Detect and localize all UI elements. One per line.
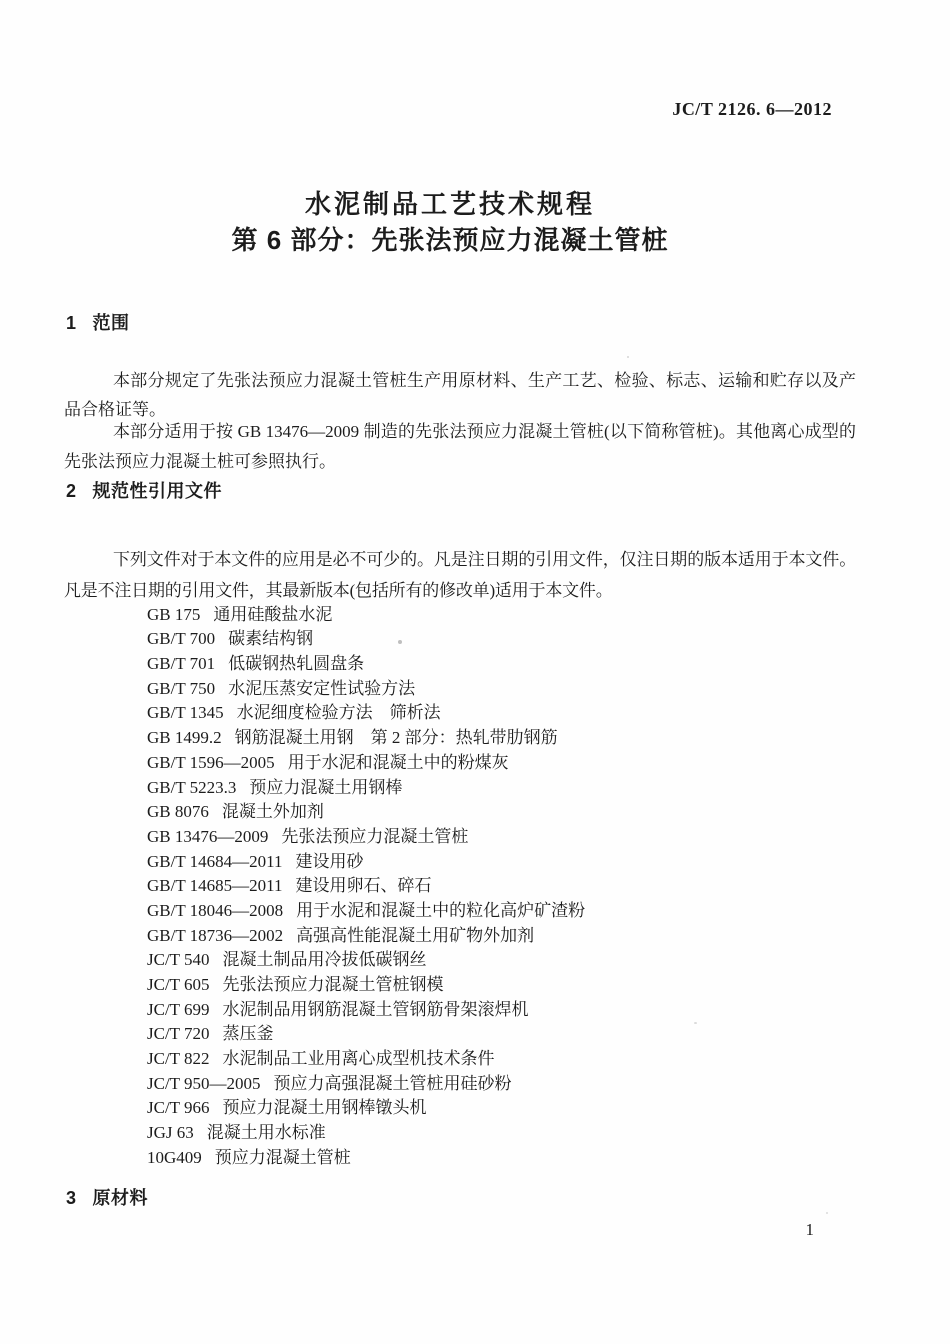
reference-standard-code: GB 1499.2	[147, 728, 222, 748]
scan-speck	[694, 1022, 697, 1024]
reference-standard-code: GB/T 700	[147, 629, 216, 649]
reference-standard-title: 先张法预应力混凝土管桩	[281, 826, 469, 846]
references-intro-paragraph: 下列文件对于本文件的应用是必不可少的。凡是注日期的引用文件，仅注日期的版本适用于本文件。凡是不注日期的引用文件，其最新版本(包括所有的修改单)适用于本文件。	[64, 550, 856, 600]
section-number: 3	[66, 1188, 77, 1208]
reference-standard-code: GB/T 14684—2011	[147, 851, 283, 871]
reference-standard-title: 水泥细度检验方法 筛析法	[236, 703, 441, 723]
section-heading-references	[66, 477, 222, 503]
scan-speck	[627, 356, 629, 358]
reference-standard-title: 建设用卵石、碎石	[295, 876, 432, 896]
reference-standard-title: 用于水泥和混凝土中的粉煤灰	[287, 752, 509, 772]
title-line-2: 第 6 部分：先张法预应力混凝土管桩	[231, 225, 669, 255]
standard-code: JC/T 2126. 6—2012	[672, 99, 832, 119]
section-number: 1	[66, 313, 77, 333]
reference-standard-title: 钢筋混凝土用钢 第 2 部分：热轧带肋钢筋	[234, 728, 558, 748]
title-line-1: 水泥制品工艺技术规程	[304, 189, 595, 219]
reference-standard-code: JGJ 63	[147, 1123, 194, 1143]
reference-standard-title: 水泥压蒸安定性试验方法	[228, 678, 416, 698]
reference-standard-code: JC/T 720	[147, 1024, 210, 1044]
reference-standard-title: 预应力混凝土用钢棒	[249, 777, 403, 797]
reference-standard-title: 预应力高强混凝土管桩用硅砂粉	[273, 1073, 512, 1093]
reference-standard-code: JC/T 605	[147, 975, 210, 995]
reference-standard-code: GB 13476—2009	[147, 826, 269, 846]
reference-standard-title: 先张法预应力混凝土管桩钢模	[222, 975, 444, 995]
reference-standard-code: GB/T 18736—2002	[147, 925, 284, 945]
reference-standard-code: GB 8076	[147, 802, 209, 822]
reference-standard-code: GB/T 18046—2008	[147, 900, 284, 920]
reference-standard-title: 建设用砂	[295, 851, 364, 871]
reference-standard-title: 混凝土制品用冷拔低碳钢丝	[222, 950, 427, 970]
reference-standard-code: GB/T 5223.3	[147, 777, 237, 797]
section-title: 范围	[92, 313, 130, 333]
reference-standard-title: 低碳钢热轧圆盘条	[228, 654, 365, 674]
reference-standard-title: 预应力混凝土管桩	[214, 1147, 351, 1167]
reference-standard-title: 混凝土外加剂	[221, 802, 324, 822]
section-title: 规范性引用文件	[92, 481, 223, 501]
reference-standard-title: 碳素结构钢	[228, 629, 314, 649]
section-heading-scope	[66, 309, 130, 335]
reference-standard-code: GB/T 701	[147, 654, 216, 674]
reference-standard-title: 混凝土用水标准	[206, 1123, 326, 1143]
document-title	[0, 186, 900, 259]
reference-standard-code: GB/T 750	[147, 678, 216, 698]
reference-standard-title: 高强高性能混凝土用矿物外加剂	[296, 925, 535, 945]
section-title: 原材料	[92, 1188, 149, 1208]
reference-standard-code: JC/T 822	[147, 1049, 210, 1069]
reference-standard-code: JC/T 966	[147, 1098, 210, 1118]
section-number: 2	[66, 481, 77, 501]
reference-list	[113, 578, 586, 1167]
reference-standard-code: GB/T 1596—2005	[147, 752, 275, 772]
section-heading-materials	[66, 1184, 148, 1210]
scan-speck	[398, 640, 402, 644]
reference-standard-title: 水泥制品用钢筋混凝土管钢筋骨架滚焊机	[222, 999, 529, 1019]
reference-standard-code: JC/T 540	[147, 950, 210, 970]
scope-paragraph-2: 本部分适用于按 GB 13476—2009 制造的先张法预应力混凝土管桩(以下简称管桩)。其他离心成型的先张法预应力混凝土桩可参照执行。	[64, 422, 856, 471]
reference-standard-title: 通用硅酸盐水泥	[213, 604, 333, 624]
reference-standard-title: 水泥制品工业用离心成型机技术条件	[222, 1049, 495, 1069]
reference-standard-title: 预应力混凝土用钢棒镦头机	[222, 1098, 427, 1118]
reference-standard-title: 用于水泥和混凝土中的粒化高炉矿渣粉	[296, 900, 586, 920]
reference-standard-code: GB/T 14685—2011	[147, 876, 283, 896]
reference-standard-code: JC/T 950—2005	[147, 1073, 261, 1093]
reference-standard-code: GB/T 1345	[147, 703, 224, 723]
reference-item	[113, 578, 585, 624]
reference-standard-code: JC/T 699	[147, 999, 210, 1019]
page-number: 1	[805, 1220, 814, 1239]
reference-standard-title: 蒸压釜	[222, 1024, 274, 1044]
scope-paragraph-1: 本部分规定了先张法预应力混凝土管桩生产用原材料、生产工艺、检验、标志、运输和贮存以及产品合格证等。	[64, 371, 856, 419]
reference-standard-code: GB 175	[147, 604, 201, 624]
scan-speck	[826, 1212, 828, 1214]
reference-standard-code: 10G409	[147, 1147, 202, 1167]
